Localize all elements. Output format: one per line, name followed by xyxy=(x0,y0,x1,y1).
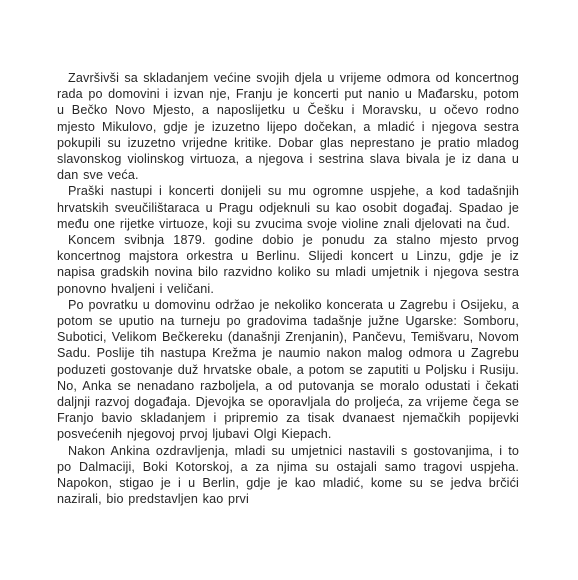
paragraph: Nakon Ankina ozdravljenja, mladi su umjetnici nastavili s gostovanjima, i to po Dalmaciji, Boki Kotorskoj, a za njima su ostajali samo tragovi uspjeha. Napokon, stigao je i u Berlin, gdje je kao mladić, kome su se jedva brčići nazirali, bio predstavljen kao prvi xyxy=(57,443,519,507)
paragraph: Po povratku u domovinu održao je nekoliko koncerata u Zagrebu i Osijeku, a potom se uputio na turneju po gradovima tadašnje južne Ugarske: Somboru, Subotici, Velikom Bečkereku (današnji Zrenjanin), Pančevu, Temišvaru, Novom Sadu. Poslije tih nastupa Krežma je naumio nakon malog odmora u Zagrebu poduzeti gostovanje duž hrvatske obale, a potom se zaputiti u Poljsku i Rusiju. No, Anka se nenadano razboljela, a od putovanja se moralo odustati i čekati daljnji razvoj događaja. Djevojka se oporavljala do proljeća, za vrijeme čega se Franjo bavio skladanjem i pripremio za tisak dvanaest njemačkih popijevki posvećenih njegovoj prvoj ljubavi Olgi Kiepach. xyxy=(57,297,519,442)
body-text xyxy=(57,70,519,507)
paragraph: Praški nastupi i koncerti donijeli su mu ogromne uspjehe, a kod tadašnjih hrvatskih sveučilištaraca u Pragu odjeknuli su kao osobit događaj. Spadao je među one rijetke virtuoze, koji su zvucima svoje violine znali djelovati na čud. xyxy=(57,184,519,231)
paragraph: Koncem svibnja 1879. godine dobio je ponudu za stalno mjesto prvog koncertnog majstora orkestra u Berlinu. Slijedi koncert u Linzu, gdje je iz napisa gradskih novina bilo razvidno koliko su mladi umjetnik i njegova sestra ponovno hvaljeni i veličani. xyxy=(57,233,519,296)
paragraph: Završivši sa skladanjem većine svojih djela u vrijeme odmora od koncertnog rada po domovini i izvan nje, Franju je koncerti put nanio u Mađarsku, potom u Bečko Novo Mjesto, a naposlijetku u Češku i Moravsku, u očevo rodno mjesto Mikulovo, gdje je izuzetno lijepo dočekan, a mladić i njegova sestra pokupili su izuzetno vrijedne kritike. Dobar glas neprestano je pratio mladog slavonskog violinskog virtuoza, a njegova i sestrina slava bivala je iz dana u dan sve veća. xyxy=(57,71,519,183)
